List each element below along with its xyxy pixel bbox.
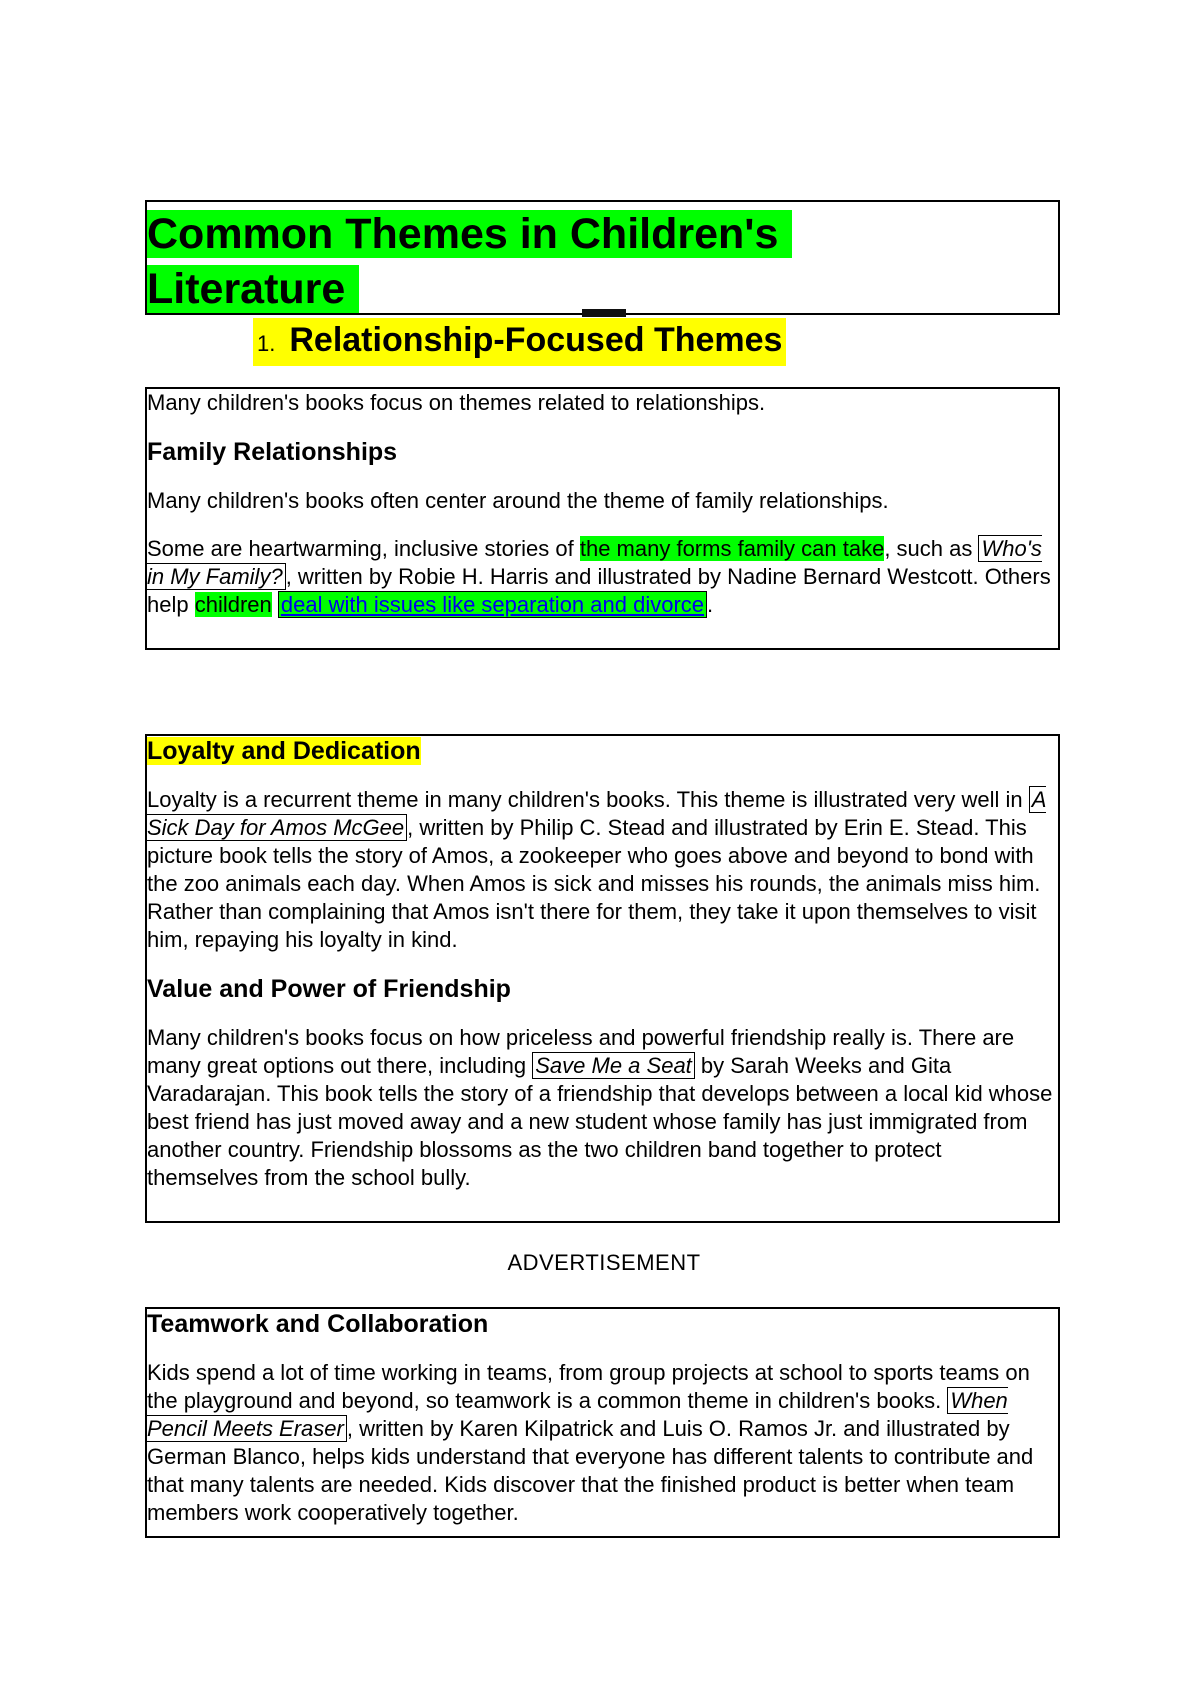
book-title-pencil-eraser: When Pencil Meets Eraser bbox=[147, 1388, 1008, 1441]
section-heading-text: Relationship-Focused Themes bbox=[289, 321, 783, 359]
book-title-amos-mcgee: A Sick Day for Amos McGee bbox=[147, 787, 1047, 840]
friendship-heading: Value and Power of Friendship bbox=[147, 975, 511, 1003]
highlight-family-forms: the many forms family can take bbox=[579, 536, 885, 561]
family-paragraph-2: Some are heartwarming, inclusive stories of the many forms family can take, such as Who's in My Family? , written by Robie H. Harris and illustrated by Nadine Bernard Westcott. Others help children deal with issues like separation and divorce . bbox=[147, 536, 1051, 617]
title-line-2: Literature bbox=[147, 265, 359, 313]
family-heading: Family Relationships bbox=[147, 438, 398, 466]
loyalty-friendship-section bbox=[145, 734, 1060, 1223]
teamwork-section bbox=[145, 1307, 1060, 1538]
highlight-children: children bbox=[194, 592, 272, 617]
family-section bbox=[145, 387, 1060, 650]
teamwork-paragraph: Kids spend a lot of time working in teams, from group projects at school to sports teams on the playground and beyond, so teamwork is a common theme in children's books. When Pencil Meets Eraser , written by Karen Kilpatrick and Luis O. Ramos Jr. and illustrated by German Blanco, helps kids understand that everyone has different talents to contribute and that many talents are needed. Kids discover that the finished product is better when team members work cooperatively together. bbox=[147, 1360, 1034, 1525]
anchor-marker bbox=[582, 309, 626, 317]
family-paragraph-1: Many children's books often center around the theme of family relationships. bbox=[147, 488, 889, 513]
title-box bbox=[145, 200, 1060, 315]
book-title-whos-in-my-family: Who's in My Family? bbox=[147, 536, 1042, 589]
loyalty-heading: Loyalty and Dedication bbox=[147, 737, 421, 765]
title-line-1: Common Themes in Children's bbox=[147, 210, 792, 258]
section-number: 1. bbox=[257, 331, 276, 356]
page-title bbox=[147, 202, 1058, 317]
loyalty-paragraph: Loyalty is a recurrent theme in many children's books. This theme is illustrated very well in A Sick Day for Amos McGee , written by Philip C. Stead and illustrated by Erin E. Stead. This picture book tells the story of Amos, a zookeeper who goes above and beyond to bond with the zoo animals each day. When Amos is sick and misses his rounds, the animals miss him. Rather than complaining that Amos isn't there for them, they take it upon themselves to visit him, repaying his loyalty in kind. bbox=[147, 787, 1047, 952]
link-separation-divorce[interactable]: deal with issues like separation and divorce bbox=[278, 591, 707, 618]
teamwork-heading: Teamwork and Collaboration bbox=[147, 1310, 489, 1338]
intro-text: Many children's books focus on themes related to relationships. bbox=[147, 390, 766, 415]
advertisement-label: ADVERTISEMENT bbox=[507, 1250, 701, 1275]
section-heading bbox=[253, 318, 786, 366]
book-title-save-me-a-seat: Save Me a Seat bbox=[532, 1052, 695, 1079]
friendship-paragraph: Many children's books focus on how priceless and powerful friendship really is. There are many great options out there, including Save Me a Seat by Sarah Weeks and Gita Varadarajan. This book tells the story of a friendship that develops between a local kid whose best friend has just moved away and a new student whose family has just immigrated from another country. Friendship blossoms as the two children band together to protect themselves from the school bully. bbox=[147, 1025, 1053, 1190]
